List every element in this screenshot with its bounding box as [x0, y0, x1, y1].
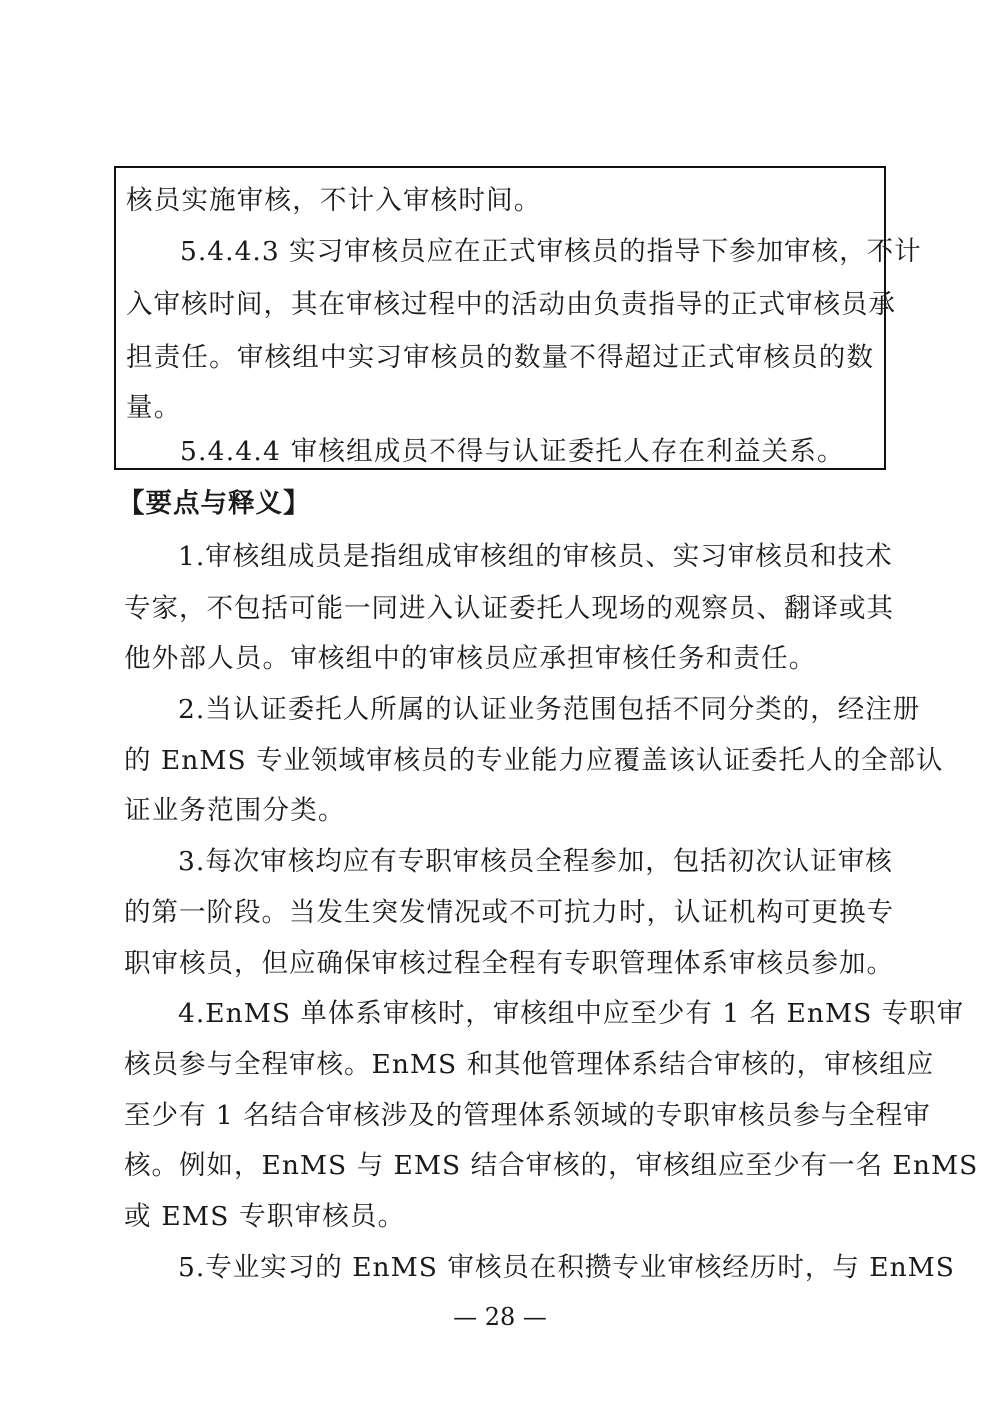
paragraph-line: 职审核员，但应确保审核过程全程有专职管理体系审核员参加。 [124, 948, 894, 979]
paragraph-line: 他外部人员。审核组中的审核员应承担审核任务和责任。 [124, 643, 817, 674]
paragraph-line: 2.当认证委托人所属的认证业务范围包括不同分类的，经注册 [178, 694, 921, 725]
box-line: 入审核时间，其在审核过程中的活动由负责指导的正式审核员承 [126, 289, 896, 320]
paragraph-line: 至少有 1 名结合审核涉及的管理体系领域的专职审核员参与全程审 [124, 1100, 931, 1131]
section-heading: 【要点与释义】 [118, 488, 311, 519]
paragraph-line: 或 EMS 专职审核员。 [124, 1201, 406, 1232]
paragraph-line: 专家，不包括可能一同进入认证委托人现场的观察员、翻译或其 [124, 593, 894, 624]
box-line: 5.4.4.4 审核组成员不得与认证委托人存在利益关系。 [180, 436, 845, 467]
paragraph-line: 1.审核组成员是指组成审核组的审核员、实习审核员和技术 [178, 541, 893, 572]
paragraph-line: 核。例如，EnMS 与 EMS 结合审核的，审核组应至少有一名 EnMS [124, 1150, 979, 1181]
box-line: 5.4.4.3 实习审核员应在正式审核员的指导下参加审核，不计 [180, 236, 922, 267]
paragraph-line: 3.每次审核均应有专职审核员全程参加，包括初次认证审核 [178, 846, 893, 877]
paragraph-line: 的 EnMS 专业领域审核员的专业能力应覆盖该认证委托人的全部认 [124, 745, 944, 776]
page-number: — 28 — [453, 1303, 547, 1331]
paragraph-line: 5.专业实习的 EnMS 审核员在积攒专业审核经历时，与 EnMS [178, 1252, 955, 1283]
paragraph-line: 核员参与全程审核。EnMS 和其他管理体系结合审核的，审核组应 [124, 1049, 935, 1080]
paragraph-line: 证业务范围分类。 [124, 795, 346, 826]
box-line: 量。 [126, 392, 182, 423]
paragraph-line: 4.EnMS 单体系审核时，审核组中应至少有 1 名 EnMS 专职审 [178, 998, 965, 1029]
box-line: 核员实施审核，不计入审核时间。 [126, 185, 542, 216]
paragraph-line: 的第一阶段。当发生突发情况或不可抗力时，认证机构可更换专 [124, 897, 894, 928]
box-line: 担责任。审核组中实习审核员的数量不得超过正式审核员的数 [126, 342, 874, 373]
